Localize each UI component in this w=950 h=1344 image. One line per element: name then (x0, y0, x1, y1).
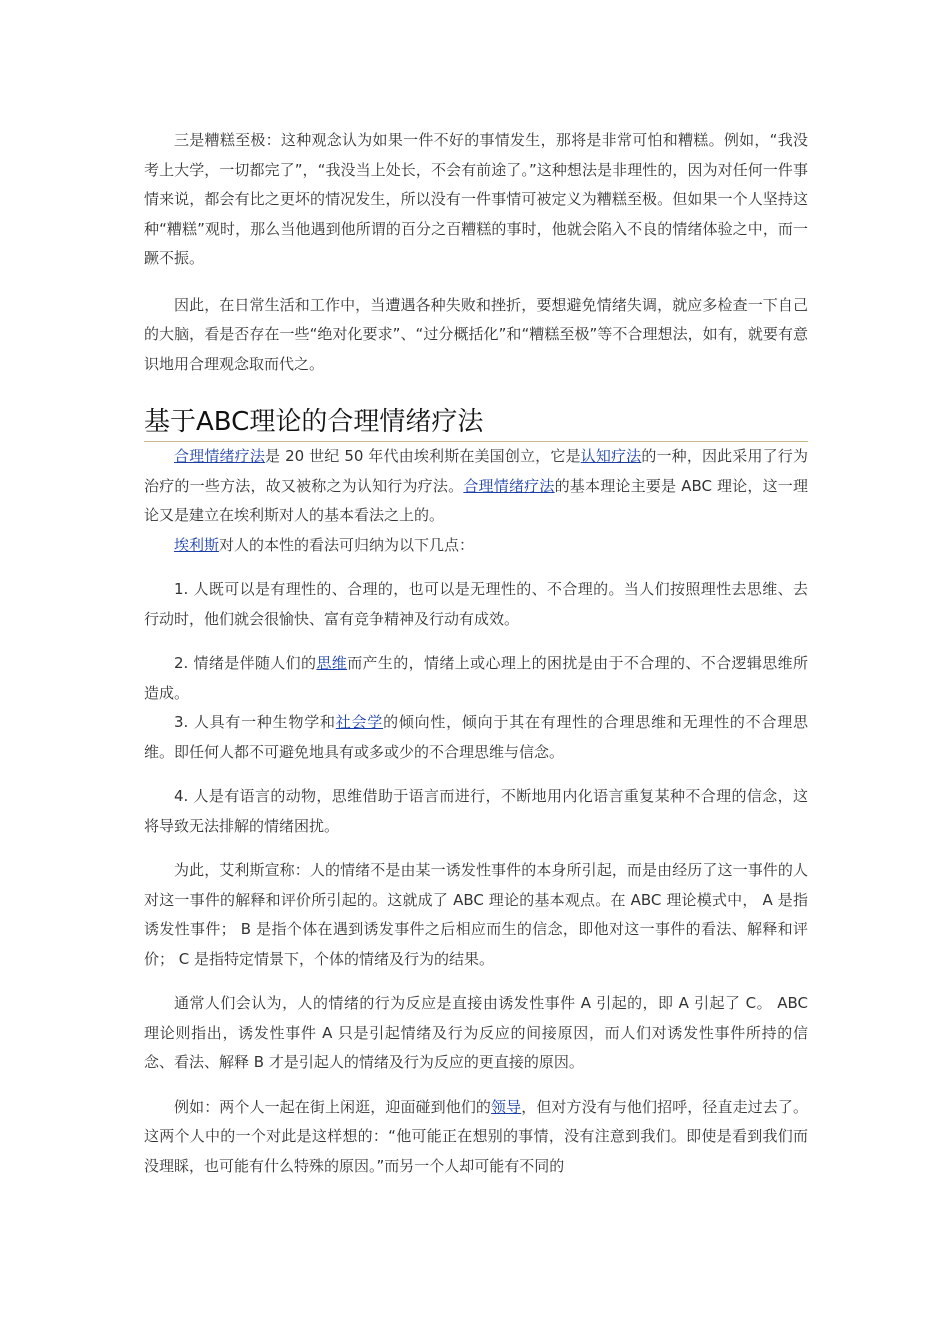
paragraph-ellis-views (144, 531, 808, 561)
link-thinking[interactable]: 思维 (316, 654, 348, 672)
text-segment: 而产生的，情绪上或心理上的困扰是由于不合理的、不合逻辑思维所造成。 (144, 654, 808, 702)
paragraph-conclusion: 因此，在日常生活和工作中，当遭遇各种失败和挫折，要想避免情绪失调，就应多检查一下自己的大脑，看是否存在一些“绝对化要求”、“过分概括化”和“糟糕至极”等不合理想法，如有，就要有意识地用合理观念取而代之。 (144, 295, 808, 373)
text-segment: 3. 人具有一种生物学和 (174, 713, 336, 731)
text-segment: 对人的本性的看法可归纳为以下几点： (219, 535, 475, 554)
list-item-3 (144, 708, 808, 767)
link-rational-emotive-therapy[interactable]: 合理情绪疗法 (174, 447, 265, 465)
text-segment: ，但对方没有与他们招呼，径直走过去了。这两个人中的一个对此是这样想的：“他可能正在想别的事情，没有注意到我们。即使是看到我们而没理睬，也可能有什么特殊的原因。”而另一个人却可能有不同的 (144, 1097, 808, 1175)
text-segment: 的基本理论主要是 ABC 理论，这一理论又是建立在埃利斯对人的基本看法之上的。 (144, 476, 808, 524)
list-item-4: 4. 人是有语言的动物，思维借助于语言而进行，不断地用内化语言重复某种不合理的信念，这将导致无法排解的情绪困扰。 (144, 787, 808, 835)
paragraph-abc-causes: 通常人们会认为，人的情绪的行为反应是直接由诱发性事件 A 引起的，即 A 引起了 C。 ABC 理论则指出，诱发性事件 A 只是引起情绪及行为反应的间接原因，而人们对诱发性事件所持的信念、看法、解释 B 才是引起人的情绪及行为反应的更直接的原因。 (144, 994, 808, 1071)
section-heading: 基于ABC理论的合理情绪疗法 (144, 405, 808, 442)
paragraph-therapy-intro (144, 442, 808, 531)
link-ellis[interactable]: 埃利斯 (174, 535, 220, 554)
text-segment: 2. 情绪是伴随人们的 (174, 654, 317, 672)
link-sociology[interactable]: 社会学 (335, 713, 384, 731)
paragraph-example (144, 1093, 808, 1182)
text-segment: 例如：两个人一起在街上闲逛，迎面碰到他们的 (174, 1097, 492, 1116)
link-rational-emotive-therapy-2[interactable]: 合理情绪疗法 (463, 476, 555, 495)
link-cognitive-therapy[interactable]: 认知疗法 (580, 447, 642, 465)
text-segment: 的倾向性，倾向于其在有理性的合理思维和无理性的不合理思维。即任何人都不可避免地具有或多或少的不合理思维与信念。 (144, 713, 808, 761)
link-leader[interactable]: 领导 (491, 1097, 522, 1116)
document-page (144, 126, 808, 1181)
text-segment: 是 20 世纪 50 年代由埃利斯在美国创立，它是 (264, 447, 581, 465)
paragraph-catastrophizing: 三是糟糕至极：这种观念认为如果一件不好的事情发生，那将是非常可怕和糟糕。例如，“我没考上大学，一切都完了”，“我没当上处长，不会有前途了。”这种想法是非理性的，因为对任何一件事情来说，都会有比之更坏的情况发生，所以没有一件事情可被定义为糟糕至极。但如果一个人坚持这种“糟糕”观时，那么当他遇到他所谓的百分之百糟糕的事时，他就会陷入不良的情绪体验之中，而一蹶不振。 (144, 131, 808, 267)
paragraph-abc-theory: 为此，艾利斯宣称：人的情绪不是由某一诱发性事件的本身所引起，而是由经历了这一事件的人对这一事件的解释和评价所引起的。这就成了 ABC 理论的基本观点。在 ABC 理论模式中， A 是指诱发性事件； B 是指个体在遇到诱发事件之后相应而生的信念，即他对这一事件的看法、解释和评价； C 是指特定情景下，个体的情绪及行为的结果。 (144, 861, 808, 968)
list-item-2 (144, 649, 808, 708)
text-segment: 的一种，因此采用了行为治疗的一些方法，故又被称之为认知行为疗法。 (144, 447, 808, 495)
list-item-1: 1. 人既可以是有理性的、合理的，也可以是无理性的、不合理的。当人们按照理性去思维、去行动时，他们就会很愉快、富有竞争精神及行动有成效。 (144, 580, 808, 628)
